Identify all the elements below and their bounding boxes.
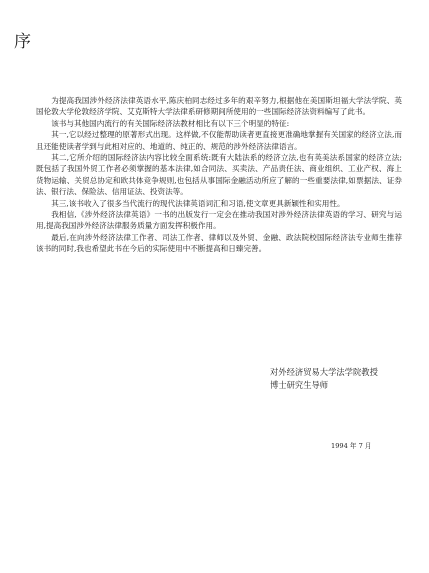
paragraph: 最后,在向涉外经济法律工作者、司法工作者、律师以及外贸、金融、政法院校国际经济法专业师生推荐该书的同时,我也希望此书在今后的实际使用中不断提高和日臻完善。 (36, 232, 402, 254)
signature-block (270, 366, 378, 392)
paragraph: 其二,它所介绍的国际经济法内容比较全面系统:既有大陆法系的经济立法,也有英美法系国家的经济立法;既包括了我国外贸工作者必须掌握的基本法律,如合同法、买卖法、产品责任法、商业组织、工业产权、海上货物运输、关贸总协定和欧共体竞争规则,也包括从事国际金融活动所应了解的一些重要法律,如票据法、证券法、银行法、保险法、信用证法、投资法等。 (36, 153, 402, 197)
signature-role: 博士研究生导师 (270, 380, 329, 390)
paragraph: 其一,它以经过整理的原著形式出现。这样做,不仅能帮助读者更直接更准确地掌握有关国家的经济立法,而且还能使读者学到与此相对应的、地道的、纯正的、规范的涉外经济法律语言。 (36, 130, 402, 151)
paragraph: 为提高我国涉外经济法律英语水平,陈庆柏同志经过多年的艰辛努力,根据他在美国斯坦福大学法学院、英国伦敦大学伦敦经济学院、艾克斯特大学法律系研修期间所使用的一些国际经济法资料编写了此书。 (36, 96, 402, 117)
paragraph: 该书与其他国内流行的有关国际经济法教材相比有以下三个明显的特征: (51, 118, 290, 128)
signature-date: 1994 年 7 月 (331, 442, 372, 450)
paragraph: 我相信,《涉外经济法律英语》一书的出版发行一定会在推动我国对涉外经济法律英语的学习、研究与运用,提高我国涉外经济法律服务质量方面发挥积极作用。 (36, 210, 402, 231)
page-title: 序 (14, 32, 32, 52)
signature-affiliation: 对外经济贸易大学法学院教授 (270, 367, 378, 377)
preface-body (36, 95, 402, 255)
paragraph: 其三,该书收入了很多当代流行的现代法律英语词汇和习语,使文章更具新颖性和实用性。 (51, 198, 345, 208)
